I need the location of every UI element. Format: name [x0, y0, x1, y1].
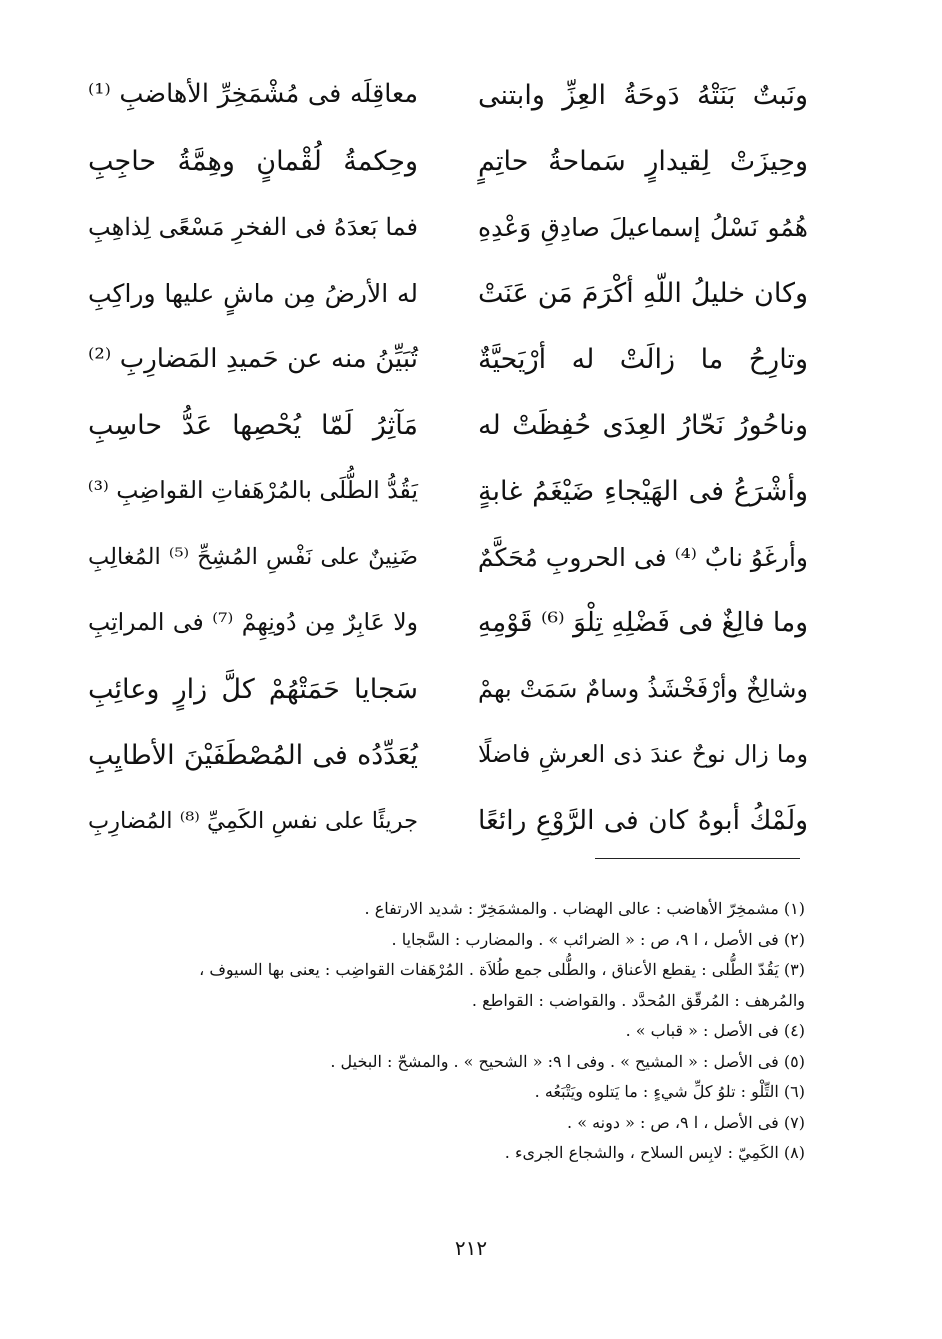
- footnote-separator: [595, 858, 800, 859]
- footnote: (٤) فى الأصل : « قباب » .: [625, 1021, 805, 1040]
- verse-first-hemistich: وما زال نوحٌ عندَ ذى العرشِ فاضلًا: [478, 740, 808, 769]
- footnote: (٧) فى الأصل ، ا ٩، ص : « دونه » .: [567, 1112, 805, 1132]
- verse-second-hemistich: وحِكمةُ لُقْمانٍ وهِمَّةُ حاجِبِ: [88, 145, 418, 177]
- verse-second-hemistich: تُبَيِّنُ منه عن حَميدِ المَضارِبِ ⁽²⁾: [88, 344, 418, 374]
- verse: [88, 458, 808, 524]
- verse: [88, 260, 808, 326]
- footnote: (٥) فى الأصل : « المشيح » . وفى ا ٩: « الشحيح » . والمشحّ : البخيل .: [330, 1051, 805, 1071]
- verse-first-hemistich: وناحُورُ نَحّارُ العِدَى حُفِظَتْ له: [478, 409, 808, 441]
- verse-first-hemistich: ولَمْكُ أبوهُ كان فى الرَّوْعِ رائعًا: [478, 804, 808, 836]
- verse-first-hemistich: وأشْرَعُ فى الهَيْجاءِ ضَيْغَمُ غابةٍ: [478, 475, 808, 507]
- footnotes: [95, 894, 805, 1169]
- verse: [88, 722, 808, 788]
- verse-second-hemistich: سَجايا حَمَتْهُمْ كلَّ زارٍ وعائِبِ: [88, 673, 418, 705]
- verse: [88, 194, 808, 260]
- verse: [88, 788, 808, 854]
- verse: [88, 128, 808, 194]
- footnote: (٣) يَقُدّ الطُّلى : يقطع الأعناق ، والطُّلى جمع طُلاَة . المُرْهَفات القواضِب : يعنى بها السيوف ،: [199, 960, 805, 979]
- poem: [88, 62, 808, 854]
- footnote: (٨) الكَمِيّ : لابِس السلاح ، والشجاع الجرىء .: [504, 1143, 805, 1162]
- footnote: (٦) التِّلْو : تلوُ كلِّ شيءٍ : ما يَتلوه ويَتْبَعُه .: [534, 1082, 805, 1101]
- verse: [88, 524, 808, 590]
- page-number: ٢١٢: [454, 1236, 488, 1260]
- verse-first-hemistich: وتارِحُ ما زالَتْ له أرْيَحيَّةٌ: [478, 343, 808, 375]
- verse-first-hemistich: وما فالِغٌ فى فَضْلِهِ تِلْوَ ⁽⁶⁾ قَوْمِهِ: [477, 606, 808, 638]
- footnote: (١) مشمخِرّ الأهاضب : عالى الهضاب . والمشمَخِرّ : شديد الارتفاع .: [364, 899, 805, 918]
- verse-first-hemistich: هُمُو نَسْلُ إسماعيلَ صادِقِ وَعْدِهِ: [478, 212, 808, 242]
- verse-second-hemistich: مَآثِرُ لَمّا يُحْصِها عَدُّ حاسِبِ: [88, 409, 418, 441]
- verse-second-hemistich: معاقِلَه فى مُشْمَخِرِّ الأهاضبِ ⁽¹⁾: [88, 79, 418, 110]
- verse-second-hemistich: ولا عَابِرٌ مِن دُونِهِمْ ⁽⁷⁾ فى المراتِبِ: [88, 608, 418, 637]
- verse-second-hemistich: يَقُدُّ الطُّلَى بالمُرْهَفاتِ القواضِبِ ⁽³⁾: [87, 476, 418, 505]
- footnote: (٢) فى الأصل ، ا ٩، ص : « الضرائب » . والمضارب : السَّجايا .: [391, 929, 805, 949]
- verse: [88, 326, 808, 392]
- verse-second-hemistich: يُعَدِّدُه فى المُصْطَفَيْنَ الأطايِبِ: [88, 739, 418, 771]
- verse: [88, 590, 808, 656]
- verse-first-hemistich: وأرغَوُ نابٌ ⁽⁴⁾ فى الحروبِ مُحَكَّمٌ: [477, 542, 808, 572]
- verse-first-hemistich: وشالِخٌ وأرْفَخْشَذُ وسامٌ سَمَتْ بهمْ: [478, 675, 808, 703]
- footnote: والمُرهف : المُرقّق المُحدَّد . والقواضب : القواطع .: [471, 990, 805, 1010]
- verse-first-hemistich: ونَبتٌ بَنَتْهُ دَوحَةُ العِزِّ وابتنى: [478, 79, 808, 111]
- verse-second-hemistich: له الأرضُ مِن ماشٍ عليها وراكِبِ: [88, 278, 418, 308]
- verse-second-hemistich: فما بَعدَهُ فى الفخرِ مَسْعًى لِذاهِبِ: [88, 213, 418, 241]
- verse: [88, 656, 808, 722]
- verse-first-hemistich: وكان خليلُ اللّهِ أكْرَمَ مَن عَنَتْ: [478, 277, 808, 309]
- verse: [88, 62, 808, 128]
- verse-second-hemistich: ضَنِينٌ على نَفْسِ المُشِحِّ ⁽⁵⁾ المُغالِبِ: [88, 543, 418, 570]
- verse-second-hemistich: جريئًا على نفسِ الكَمِيِّ ⁽⁸⁾ المُضارِبِ: [88, 807, 418, 834]
- verse-first-hemistich: وحِيزَتْ لِقيدارٍ سَماحةُ حاتِمٍ: [478, 145, 808, 177]
- verse: [88, 392, 808, 458]
